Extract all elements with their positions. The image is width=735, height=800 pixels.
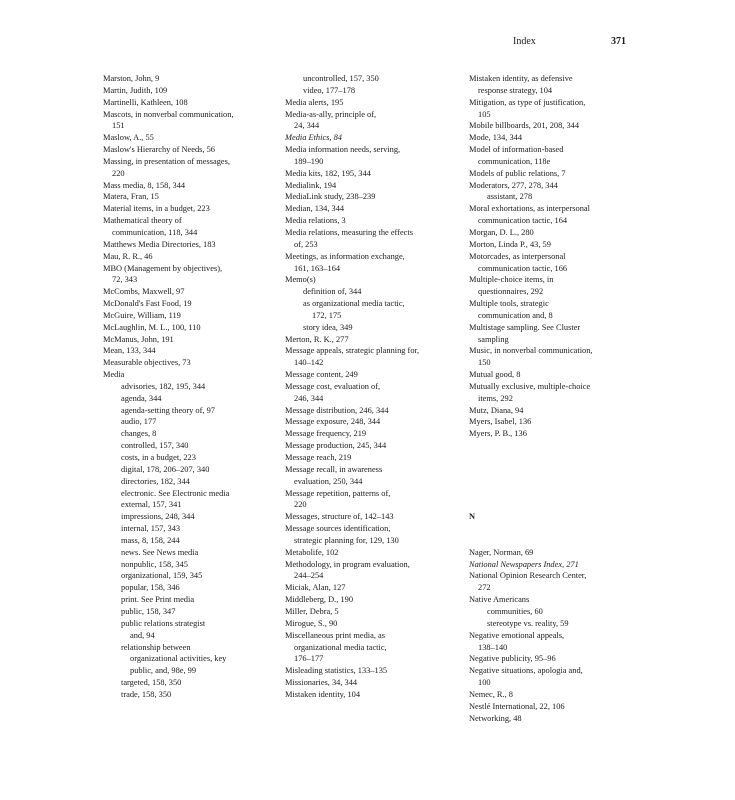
index-subentry: 220 bbox=[112, 168, 125, 178]
spacer bbox=[469, 440, 649, 452]
index-subentry: trade, 158, 350 bbox=[121, 689, 172, 699]
index-entry: McDonald's Fast Food, 19 bbox=[103, 299, 192, 309]
index-entry: Media information needs, serving, bbox=[285, 145, 401, 155]
index-subentry: 272 bbox=[478, 583, 491, 593]
index-entry: Negative emotional appeals, bbox=[469, 630, 565, 640]
index-subentry: sampling bbox=[478, 334, 509, 344]
index-entry: Medialink, 194 bbox=[285, 180, 337, 190]
spacer bbox=[469, 523, 649, 535]
index-entry: McLaughlin, M. L., 100, 110 bbox=[103, 322, 201, 332]
index-subentry: 100 bbox=[478, 678, 491, 688]
spacer bbox=[469, 452, 649, 464]
index-entry: Media-as-ally, principle of, bbox=[285, 109, 377, 119]
index-entry: Measurable objectives, 73 bbox=[103, 358, 191, 368]
index-subentry: communication, 118, 344 bbox=[112, 227, 198, 237]
index-entry: Mobile billboards, 201, 208, 344 bbox=[469, 121, 580, 131]
index-subentry: popular, 158, 346 bbox=[121, 583, 180, 593]
index-subentry: stereotype vs. reality, 59 bbox=[487, 618, 569, 628]
index-entry: Message distribution, 246, 344 bbox=[285, 405, 389, 415]
index-subentry: 176–177 bbox=[294, 654, 324, 664]
index-subentry: advisories, 182, 195, 344 bbox=[121, 381, 206, 391]
index-subentry: 140–142 bbox=[294, 358, 324, 368]
index-entry: Median, 134, 344 bbox=[285, 204, 345, 214]
index-entry: Middleberg, D., 190 bbox=[285, 595, 354, 605]
index-subentry: changes, 8 bbox=[121, 429, 157, 439]
page-header bbox=[0, 36, 735, 50]
index-entry: Mean, 133, 344 bbox=[103, 346, 156, 356]
index-entry: Message recall, in awareness bbox=[285, 464, 383, 474]
index-subentry: 220 bbox=[294, 500, 307, 510]
index-subentry: nonpublic, 158, 345 bbox=[121, 559, 188, 569]
index-subentry: assistant, 278 bbox=[487, 192, 533, 202]
index-entry: Motorcades, as interpersonal bbox=[469, 251, 566, 261]
index-entry: Miller, Debra, 5 bbox=[285, 606, 339, 616]
index-entry: Multiple tools, strategic bbox=[469, 299, 549, 309]
index-entry: Morton, Linda P., 43, 59 bbox=[469, 239, 551, 249]
index-entry: Misleading statistics, 133–135 bbox=[285, 666, 388, 676]
index-subentry: organizational activities, key bbox=[130, 654, 227, 664]
index-subentry: external, 157, 341 bbox=[121, 500, 182, 510]
index-entry: Miciak, Alan, 127 bbox=[285, 583, 346, 593]
index-entry: Native Americans bbox=[469, 595, 530, 605]
index-entry: Multiple-choice items, in bbox=[469, 275, 554, 285]
index-entry: Marston, John, 9 bbox=[103, 74, 160, 83]
index-entry: Media Ethics, 84 bbox=[285, 133, 342, 143]
index-subentry: public, and, 98e, 99 bbox=[130, 666, 197, 676]
index-subentry: 72, 343 bbox=[112, 275, 138, 285]
index-entry: Messages, structure of, 142–143 bbox=[285, 512, 394, 522]
index-entry: Nager, Norman, 69 bbox=[469, 547, 534, 557]
index-entry: Negative situations, apologia and, bbox=[469, 666, 583, 676]
index-subentry: internal, 157, 343 bbox=[121, 524, 181, 534]
section-letter: N bbox=[469, 512, 476, 522]
index-subentry: organizational, 159, 345 bbox=[121, 571, 203, 581]
index-entry: Myers, P. B., 136 bbox=[469, 429, 527, 439]
index-subentry: 246, 344 bbox=[294, 393, 324, 403]
index-entry: National Newspapers Index, 271 bbox=[469, 559, 579, 569]
index-entry: Model of information-based bbox=[469, 145, 564, 155]
index-subentry: news. See News media bbox=[121, 547, 199, 557]
index-entry: Meetings, as information exchange, bbox=[285, 251, 405, 261]
index-entry: Material items, in a budget, 223 bbox=[103, 204, 210, 214]
index-column-2 bbox=[285, 73, 465, 701]
index-entry: Message cost, evaluation of, bbox=[285, 381, 381, 391]
index-subentry: organizational media tactic, bbox=[294, 642, 387, 652]
index-entry: Miscellaneous print media, as bbox=[285, 630, 386, 640]
index-entry: Message production, 245, 344 bbox=[285, 441, 387, 451]
index-entry: Negative publicity, 95–96 bbox=[469, 654, 556, 664]
index-column-3 bbox=[469, 73, 649, 724]
index-subentry: 172, 175 bbox=[312, 310, 342, 320]
index-entry: Media alerts, 195 bbox=[285, 97, 344, 107]
index-subentry: communication tactic, 166 bbox=[478, 263, 568, 273]
index-entry: Message exposure, 248, 344 bbox=[285, 417, 381, 427]
index-entry: McCombs, Maxwell, 97 bbox=[103, 287, 185, 297]
index-subentry: and, 94 bbox=[130, 630, 155, 640]
index-entry: Martinelli, Kathleen, 108 bbox=[103, 97, 188, 107]
index-subentry: strategic planning for, 129, 130 bbox=[294, 535, 399, 545]
index-subentry: audio, 177 bbox=[121, 417, 157, 427]
index-subentry: digital, 178, 206–207, 340 bbox=[121, 464, 210, 474]
index-entry: Massing, in presentation of messages, bbox=[103, 156, 230, 166]
index-subentry: 24, 344 bbox=[294, 121, 320, 131]
index-subentry: controlled, 157, 340 bbox=[121, 441, 189, 451]
index-entry: Message repetition, patterns of, bbox=[285, 488, 391, 498]
index-entry: Mathematical theory of bbox=[103, 216, 182, 226]
index-entry: Mutual good, 8 bbox=[469, 370, 521, 380]
index-subentry: video, 177–178 bbox=[303, 85, 356, 95]
index-entry: Message sources identification, bbox=[285, 524, 391, 534]
index-entry: MBO (Management by objectives), bbox=[103, 263, 223, 273]
index-entry: Moderators, 277, 278, 344 bbox=[469, 180, 558, 190]
index-entry: Nemec, R., 8 bbox=[469, 689, 513, 699]
index-entry: Message content, 249 bbox=[285, 370, 358, 380]
index-entry: McGuire, William, 119 bbox=[103, 310, 181, 320]
index-entry: MediaLink study, 238–239 bbox=[285, 192, 376, 202]
spacer bbox=[469, 535, 649, 547]
index-entry: Merton, R. K., 277 bbox=[285, 334, 349, 344]
index-entry: Moral exhortations, as interpersonal bbox=[469, 204, 590, 214]
index-entry: Matera, Fran, 15 bbox=[103, 192, 159, 202]
index-subentry: agenda-setting theory of, 97 bbox=[121, 405, 215, 415]
index-subentry: directories, 182, 344 bbox=[121, 476, 190, 486]
index-entry: Mascots, in nonverbal communication, bbox=[103, 109, 234, 119]
running-head: Index bbox=[513, 36, 536, 47]
index-entry: Morgan, D. L., 280 bbox=[469, 227, 534, 237]
index-entry: Music, in nonverbal communication, bbox=[469, 346, 593, 356]
index-entry: Models of public relations, 7 bbox=[469, 168, 566, 178]
index-subentry: public relations strategist bbox=[121, 618, 206, 628]
index-entry: Martin, Judith, 109 bbox=[103, 85, 168, 95]
index-entry: Maslow's Hierarchy of Needs, 56 bbox=[103, 145, 215, 155]
index-subentry: story idea, 349 bbox=[303, 322, 353, 332]
index-subentry: impressions, 248, 344 bbox=[121, 512, 195, 522]
index-subentry: costs, in a budget, 223 bbox=[121, 453, 196, 462]
index-subentry: electronic. See Electronic media bbox=[121, 488, 230, 498]
index-subentry: communication and, 8 bbox=[478, 310, 553, 320]
index-subentry: as organizational media tactic, bbox=[303, 299, 405, 309]
spacer bbox=[469, 476, 649, 488]
index-entry: Media kits, 182, 195, 344 bbox=[285, 168, 371, 178]
index-entry: Matthews Media Directories, 183 bbox=[103, 239, 216, 249]
index-entry: Message reach, 219 bbox=[285, 453, 352, 462]
index-subentry: uncontrolled, 157, 350 bbox=[303, 74, 379, 83]
index-entry: Missionaries, 34, 344 bbox=[285, 678, 358, 688]
index-subentry: communities, 60 bbox=[487, 606, 543, 616]
index-entry: Mistaken identity, 104 bbox=[285, 689, 361, 699]
index-entry: Mitigation, as type of justification, bbox=[469, 97, 586, 107]
index-entry: Maslow, A., 55 bbox=[103, 133, 154, 143]
index-entry: Multistage sampling. See Cluster bbox=[469, 322, 581, 332]
index-entry: Mau, R. R., 46 bbox=[103, 251, 153, 261]
index-subentry: of, 253 bbox=[294, 239, 318, 249]
index-subentry: items, 292 bbox=[478, 393, 513, 403]
index-entry: Mass media, 8, 158, 344 bbox=[103, 180, 186, 190]
index-subentry: questionnaires, 292 bbox=[478, 287, 544, 297]
index-subentry: definition of, 344 bbox=[303, 287, 362, 297]
index-subentry: communication, 118e bbox=[478, 156, 551, 166]
index-subentry: targeted, 158, 350 bbox=[121, 678, 182, 688]
index-subentry: communication tactic, 164 bbox=[478, 216, 568, 226]
index-entry: Mutually exclusive, multiple-choice bbox=[469, 381, 591, 391]
index-entry: Media bbox=[103, 370, 125, 380]
index-entry: Memo(s) bbox=[285, 275, 316, 285]
spacer bbox=[469, 464, 649, 476]
index-entry: Mistaken identity, as defensive bbox=[469, 74, 573, 83]
index-column-1 bbox=[103, 73, 278, 701]
index-subentry: 161, 163–164 bbox=[294, 263, 341, 273]
index-entry: Message frequency, 219 bbox=[285, 429, 367, 439]
index-entry: Networking, 48 bbox=[469, 713, 522, 723]
index-subentry: evaluation, 250, 344 bbox=[294, 476, 363, 486]
index-entry: Mutz, Diana, 94 bbox=[469, 405, 524, 415]
index-entry: Message appeals, strategic planning for, bbox=[285, 346, 420, 356]
index-subentry: relationship between bbox=[121, 642, 191, 652]
index-entry: McManus, John, 191 bbox=[103, 334, 174, 344]
index-subentry: 105 bbox=[478, 109, 491, 119]
index-entry: Mirogue, S., 90 bbox=[285, 618, 338, 628]
index-subentry: print. See Print media bbox=[121, 595, 195, 605]
index-subentry: public, 158, 347 bbox=[121, 606, 176, 616]
index-entry: Nestlé International, 22, 106 bbox=[469, 701, 565, 711]
index-subentry: 244–254 bbox=[294, 571, 324, 581]
index-entry: Media relations, measuring the effects bbox=[285, 227, 413, 237]
index-entry: Myers, Isabel, 136 bbox=[469, 417, 532, 427]
spacer bbox=[469, 499, 649, 511]
index-subentry: mass, 8, 158, 244 bbox=[121, 535, 180, 545]
page-number: 371 bbox=[611, 36, 626, 47]
index-entry: National Opinion Research Center, bbox=[469, 571, 587, 581]
index-entry: Methodology, in program evaluation, bbox=[285, 559, 410, 569]
index-entry: Metabolife, 102 bbox=[285, 547, 339, 557]
index-subentry: 189–190 bbox=[294, 156, 324, 166]
index-subentry: 150 bbox=[478, 358, 491, 368]
index-subentry: agenda, 344 bbox=[121, 393, 162, 403]
index-subentry: 151 bbox=[112, 121, 125, 131]
index-subentry: 138–140 bbox=[478, 642, 508, 652]
spacer bbox=[469, 488, 649, 500]
index-entry: Media relations, 3 bbox=[285, 216, 346, 226]
index-subentry: response strategy, 104 bbox=[478, 85, 553, 95]
index-entry: Mode, 134, 344 bbox=[469, 133, 523, 143]
